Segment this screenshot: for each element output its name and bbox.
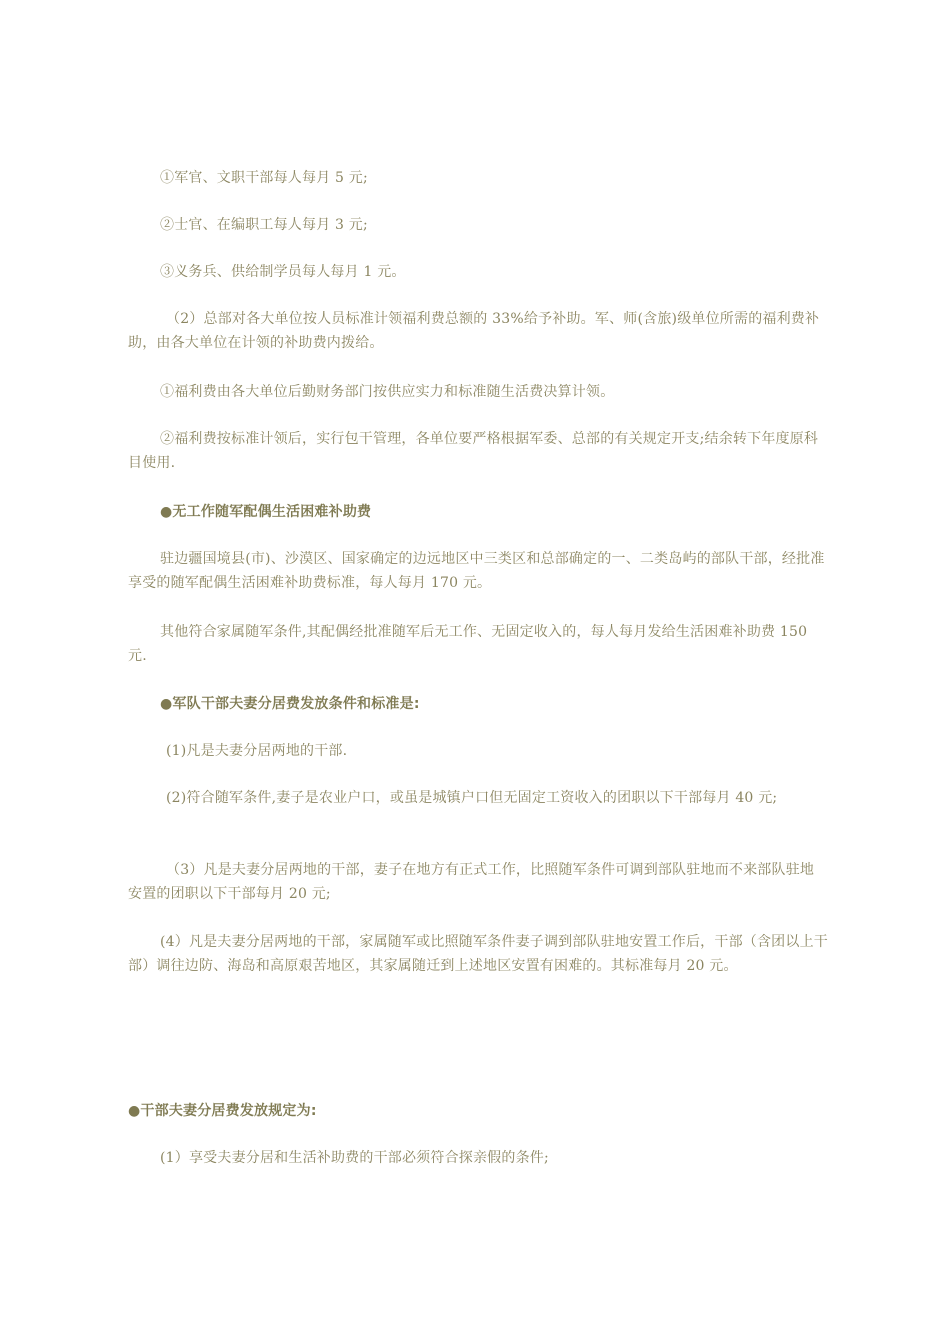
paragraph-nco-rate: ②士官、在编职工每人每月 3 元; [160, 217, 368, 233]
paragraph-welfare-claim: ①福利费由各大单位后勤财务部门按供应实力和标准随生活费决算计领。 [160, 384, 615, 400]
paragraph-separation-item-3: （3）凡是夫妻分居两地的干部，妻子在地方有正式工作，比照随军条件可调到部队驻地而不来部队驻地安置的团职以下干部每月 20 元; [128, 862, 815, 902]
paragraph-hq-subsidy: （2）总部对各大单位按人员标准计领福利费总额的 33%给予补助。军、师(含旅)级单位所需的福利费补助，由各大单位在计领的补助费内拨给。 [128, 311, 820, 351]
paragraph-conscript-rate: ③义务兵、供给制学员每人每月 1 元。 [160, 264, 406, 280]
section-heading-separation-rules: ●干部夫妻分居费发放规定为: [128, 1103, 317, 1119]
paragraph-separation-item-1: (1)凡是夫妻分居两地的干部. [166, 743, 348, 759]
section-heading-separation-conditions: ●军队干部夫妻分居费发放条件和标准是: [160, 696, 420, 712]
paragraph-separation-item-4: (4）凡是夫妻分居两地的干部，家属随军或比照随军条件妻子调到部队驻地安置工作后，干部（含团以上干部）调往边防、海岛和高原艰苦地区，其家属随迁到上述地区安置有困难的。其标准每月 20 元。 [128, 934, 828, 974]
paragraph-welfare-management: ②福利费按标准计领后，实行包干管理，各单位要严格根据军委、总部的有关规定开支;结余转下年度原科目使用. [128, 431, 819, 471]
paragraph-separation-item-2: (2)符合随军条件,妻子是农业户口，或虽是城镇户口但无固定工资收入的团职以下干部每月 40 元; [166, 790, 778, 806]
paragraph-border-spouse-rate: 驻边疆国境县(市)、沙漠区、国家确定的边远地区中三类区和总部确定的一、二类岛屿的部队干部，经批准享受的随军配偶生活困难补助费标准，每人每月 170 元。 [128, 551, 825, 591]
section-heading-spouse-subsidy: ●无工作随军配偶生活困难补助费 [160, 504, 372, 520]
paragraph-rule-item-1: (1）享受夫妻分居和生活补助费的干部必须符合探亲假的条件; [160, 1150, 549, 1166]
paragraph-other-spouse-rate: 其他符合家属随军条件,其配偶经批准随军后无工作、无固定收入的，每人每月发给生活困难补助费 150 元. [128, 624, 808, 664]
paragraph-officer-rate: ①军官、文职干部每人每月 5 元; [160, 170, 368, 186]
